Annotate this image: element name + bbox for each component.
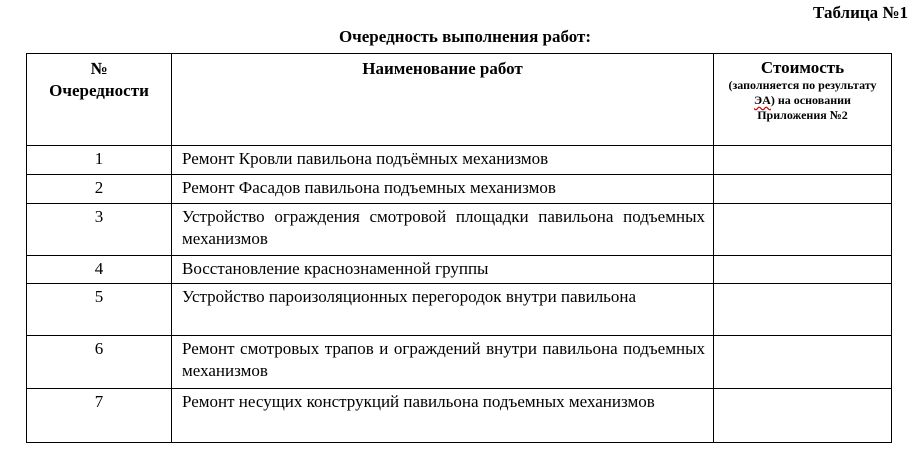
header-cost <box>714 54 892 146</box>
row-work-name: Ремонт несущих конструкций павильона подъемных механизмов <box>172 389 714 443</box>
table-title: Очередность выполнения работ: <box>338 27 592 46</box>
row-cost-cell[interactable] <box>714 175 892 204</box>
table-row <box>27 204 892 256</box>
row-work-name: Ремонт смотровых трапов и ограждений внутри павильона подъемных механизмов <box>172 336 714 389</box>
row-number: 5 <box>27 284 172 336</box>
table-row <box>27 256 892 284</box>
row-number: 1 <box>27 146 172 175</box>
table-row <box>27 336 892 389</box>
row-cost-cell[interactable] <box>714 256 892 284</box>
row-cost-cell[interactable] <box>714 204 892 256</box>
cost-note-ea: ЭА <box>754 93 771 107</box>
row-work-name: Устройство пароизоляционных перегородок внутри павильона <box>172 284 714 336</box>
row-work-name: Устройство ограждения смотровой площадки павильона подъемных механизмов <box>172 204 714 256</box>
table-row <box>27 389 892 443</box>
row-work-name: Ремонт Кровли павильона подъёмных механизмов <box>172 146 714 175</box>
row-work-name: Ремонт Фасадов павильона подъемных механизмов <box>172 175 714 204</box>
table-header-row <box>27 54 892 146</box>
table-row <box>27 284 892 336</box>
header-cost-note <box>718 78 887 123</box>
header-cost-title: Стоимость <box>760 58 845 77</box>
row-cost-cell[interactable] <box>714 146 892 175</box>
header-num-symbol: № <box>90 59 108 78</box>
row-number: 6 <box>27 336 172 389</box>
cost-note-part1: (заполняется по результату <box>728 78 877 92</box>
row-number: 7 <box>27 389 172 443</box>
row-number: 4 <box>27 256 172 284</box>
row-number: 2 <box>27 175 172 204</box>
row-cost-cell[interactable] <box>714 284 892 336</box>
row-number: 3 <box>27 204 172 256</box>
row-cost-cell[interactable] <box>714 389 892 443</box>
table-row <box>27 175 892 204</box>
header-order-number <box>27 54 172 146</box>
table-number-label: Таблица №1 <box>813 3 908 22</box>
row-work-name: Восстановление краснознаменной группы <box>172 256 714 284</box>
cost-note-part2: ) на основании Приложения №2 <box>757 93 851 122</box>
works-order-table <box>26 53 892 443</box>
header-num-label: Очередности <box>49 81 149 100</box>
header-work-name: Наименование работ <box>172 54 714 146</box>
table-row <box>27 146 892 175</box>
row-cost-cell[interactable] <box>714 336 892 389</box>
